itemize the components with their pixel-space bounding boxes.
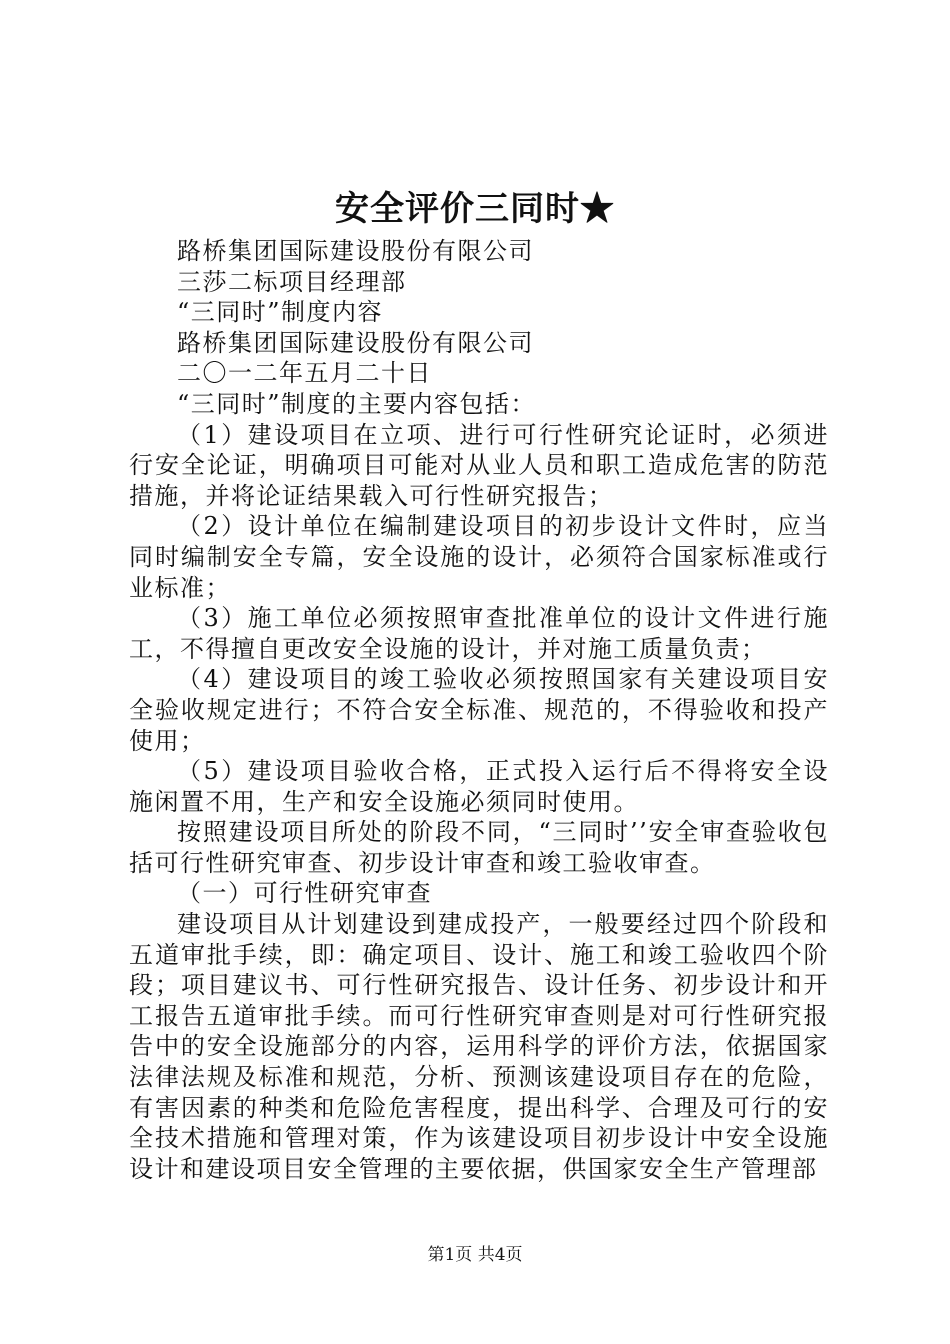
paragraph-stages: 按照建设项目所处的阶段不同，“三同时’’安全审查验收包括可行性研究审查、初步设计审查和竣工验收审查。 — [129, 818, 829, 877]
header-line-company-repeat: 路桥集团国际建设股份有限公司 — [177, 328, 534, 357]
header-line-subject: “三同时”制度内容 — [177, 298, 384, 327]
paragraph-item-2: （2）设计单位在编制建设项目的初步设计文件时，应当同时编制安全专篇，安全设施的设计，必须符合国家标准或行业标准； — [129, 512, 829, 602]
section-heading-feasibility: （一）可行性研究审查 — [177, 879, 432, 908]
paragraph-intro: “三同时”制度的主要内容包括： — [177, 389, 537, 418]
paragraph-feasibility: 建设项目从计划建设到建成投产，一般要经过四个阶段和五道审批手续，即：确定项目、设计、施工和竣工验收四个阶段；项目建议书、可行性研究报告、设计任务、初步设计和开工报告五道审批手续。而可行性研究审查则是对可行性研究报告中的安全设施部分的内容，运用科学的评价方法，依据国家法律法规及标准和规范，分析、预测该建设项目存在的危险，有害因素的种类和危险危害程度，提出科学、合理及可行的安全技术措施和管理对策，作为该建设项目初步设计中安全设施设计和建设项目安全管理的主要依据，供国家安全生产管理部 — [129, 910, 829, 1183]
paragraph-item-1: （1）建设项目在立项、进行可行性研究论证时，必须进行安全论证，明确项目可能对从业人员和职工造成危害的防范措施，并将论证结果载入可行性研究报告； — [129, 420, 829, 510]
paragraph-item-5: （5）建设项目验收合格，正式投入运行后不得将安全设施闲置不用，生产和安全设施必须同时使用。 — [129, 757, 829, 816]
document-title: 安全评价三同时★ — [335, 189, 615, 229]
document-body — [129, 236, 829, 1184]
header-line-company: 路桥集团国际建设股份有限公司 — [177, 237, 534, 265]
header-line-department: 三莎二标项目经理部 — [177, 267, 407, 296]
paragraph-item-4: （4）建设项目的竣工验收必须按照国家有关建设项目安全验收规定进行；不符合安全标准、规范的，不得验收和投产使用； — [129, 665, 829, 755]
page-footer: 第1页 共4页 — [427, 1245, 523, 1265]
header-line-date: 二〇一二年五月二十日 — [177, 359, 432, 388]
paragraph-item-3: （3）施工单位必须按照审查批准单位的设计文件进行施工，不得擅自更改安全设施的设计，并对施工质量负责； — [129, 604, 829, 663]
